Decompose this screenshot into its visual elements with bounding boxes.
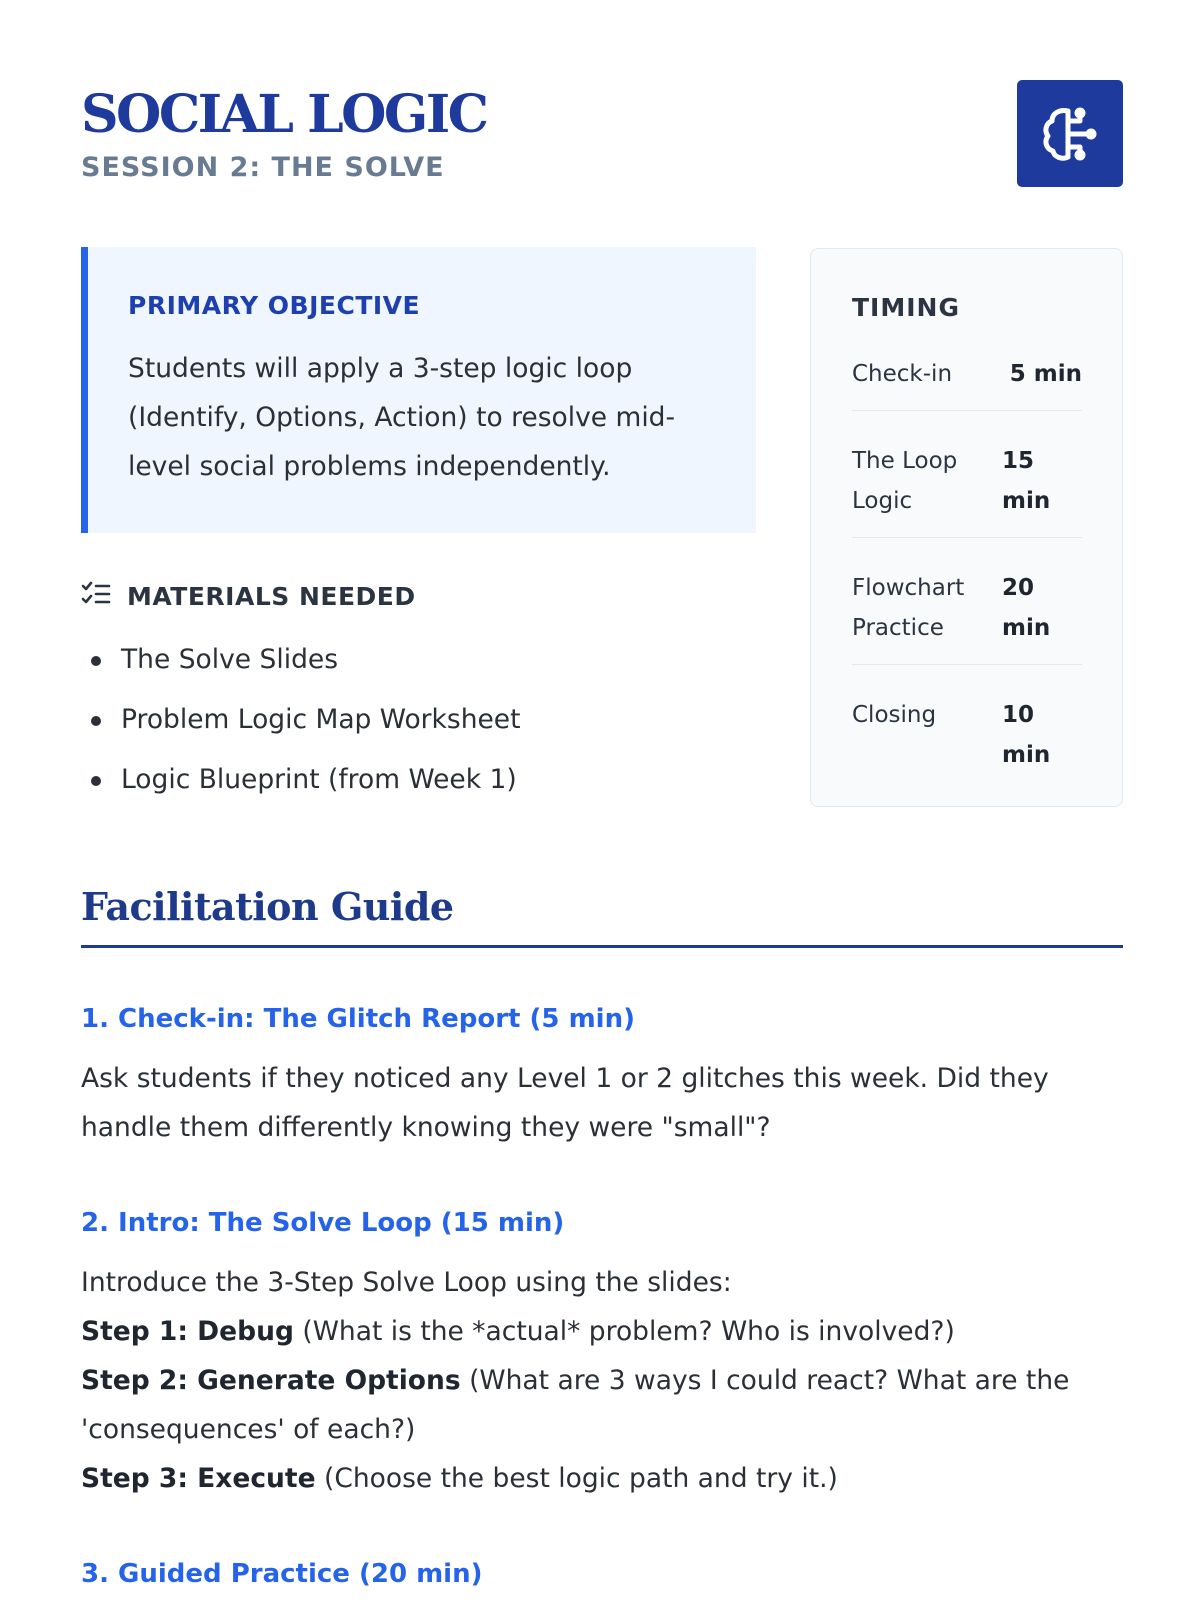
step-label: Step 3: Execute [81, 1463, 316, 1494]
checklist-icon [81, 581, 111, 611]
timing-row [852, 685, 1082, 791]
step-description: (What are 3 ways I could react? What are the 'consequences' of each?) [81, 1365, 1070, 1445]
timing-duration: 5 min [1009, 361, 1082, 387]
step-label: Step 2: Generate Options [81, 1365, 461, 1396]
timing-activity: Closing [852, 702, 937, 728]
step-label: Step 1: Debug [81, 1316, 294, 1347]
timing-card [810, 248, 1123, 807]
materials-label: MATERIALS NEEDED [127, 581, 416, 611]
timing-row [852, 431, 1082, 538]
list-item: Logic Blueprint (from Week 1) [81, 762, 756, 822]
materials-section [81, 576, 756, 822]
step-body: Ask students if they noticed any Level 1 or 2 glitches this week. Did they handle them differently knowing they were "small"? [81, 1063, 1049, 1143]
timing-activity: Flowchart Practice [852, 575, 965, 641]
brain-circuit-icon [1017, 80, 1123, 187]
timing-duration: 20 min [1002, 575, 1051, 641]
step-line [81, 1307, 1123, 1356]
page-header [81, 80, 1123, 190]
step-heading: 3. Guided Practice (20 min) [81, 1559, 483, 1589]
facilitation-guide [81, 884, 1123, 1589]
timing-row [852, 558, 1082, 665]
timing-duration: 15 min [1002, 448, 1051, 514]
step-body [81, 1258, 1123, 1503]
list-item: Problem Logic Map Worksheet [81, 702, 756, 762]
step-description: (Choose the best logic path and try it.) [315, 1463, 838, 1494]
timing-duration: 10 min [1002, 702, 1051, 768]
timing-heading: TIMING [852, 293, 960, 322]
guide-title: Facilitation Guide [81, 884, 1123, 948]
list-item: The Solve Slides [81, 642, 756, 702]
timing-activity: Check-in [852, 361, 953, 387]
timing-activity: The Loop Logic [852, 448, 958, 514]
step-line [81, 1454, 1123, 1503]
step-description: (What is the *actual* problem? Who is involved?) [293, 1316, 955, 1347]
step-line [81, 1356, 1123, 1454]
objective-text: Students will apply a 3-step logic loop (Identify, Options, Action) to resolve mid-level social problems independently. [128, 353, 676, 482]
step-heading: 1. Check-in: The Glitch Report (5 min) [81, 1004, 635, 1034]
page-title: SOCIAL LOGIC [81, 84, 487, 145]
step-intro: Introduce the 3-Step Solve Loop using the slides: [81, 1267, 732, 1298]
step-heading: 2. Intro: The Solve Loop (15 min) [81, 1208, 565, 1238]
materials-heading [81, 576, 756, 616]
session-subtitle: SESSION 2: THE SOLVE [81, 152, 445, 183]
objective-label: PRIMARY OBJECTIVE [128, 291, 421, 320]
materials-list [81, 642, 756, 822]
timing-row [852, 344, 1082, 411]
primary-objective-card [81, 247, 756, 533]
